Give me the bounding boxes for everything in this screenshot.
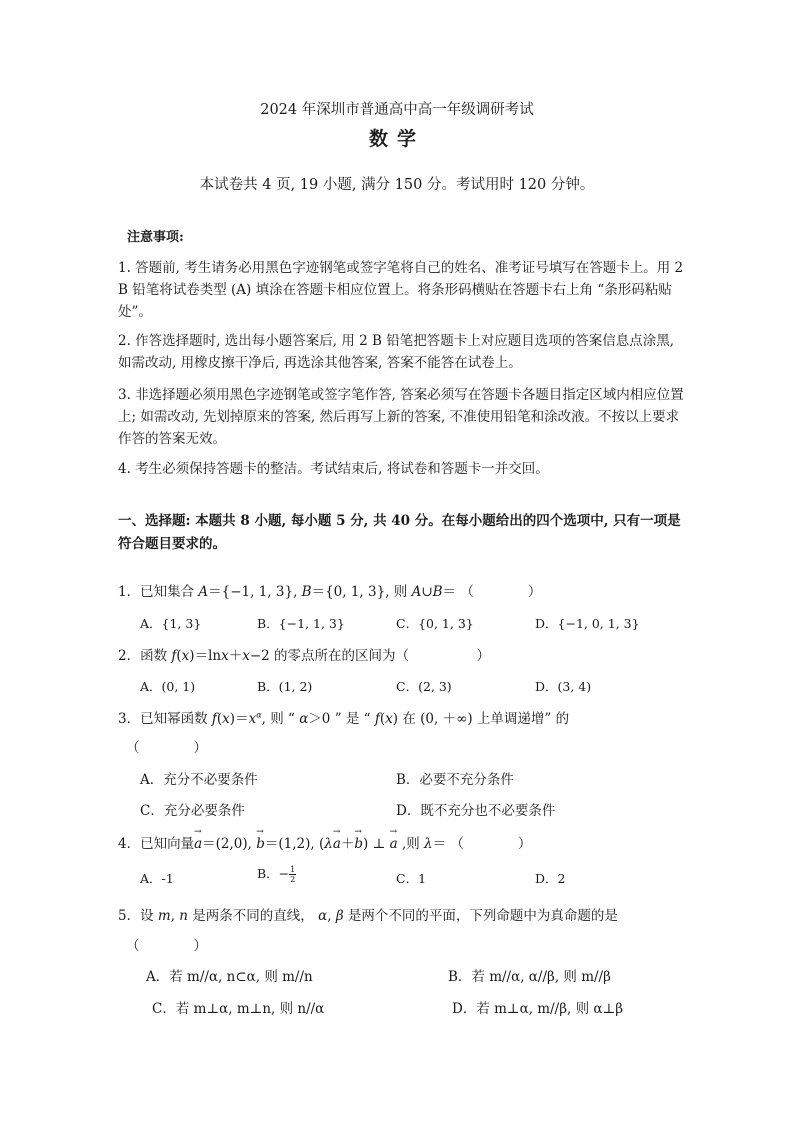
question-3-option-a: A．充分不必要条件 [140, 772, 258, 788]
question-4-stem: 4．已知向量→ a＝(2,0), → b＝(1,2), (λ→ a＋→ b) ⊥ → a ,则 λ＝ （ ） [118, 832, 531, 852]
section-heading: 一、选择题: 本题共 8 小题, 每小题 5 分, 共 40 分。在每小题给出的四个选项中, 只有一项是符合题目要求的。 [118, 513, 681, 552]
question-5-option-c: C．若 m⊥α, m⊥n, 则 n//α [152, 1001, 325, 1017]
question-5-stem: 5．设 m, n 是两条不同的直线， α, β 是两个不同的平面，下列命题中为真命题的是 [118, 908, 618, 924]
question-1-option-d: D．{−1, 0, 1, 3} [535, 616, 640, 631]
exam-info: 本试卷共 4 页, 19 小题, 满分 150 分。考试用时 120 分钟。 [199, 177, 595, 193]
question-4-option-a: A．-1 [140, 871, 174, 886]
note-item-1: 1. 答题前, 考生请务必用黑色字迹钢笔或签字笔将自己的姓名、准考证号填写在答题卡上。用 2 B 铅笔将试卷类型 (A) 填涂在答题卡相应位置上。将条形码横贴在答题卡右上角 “条形码粘贴处”。 [118, 260, 684, 320]
question-1-option-c: C．{0, 1, 3} [396, 616, 474, 631]
question-4-option-c: C．1 [396, 871, 427, 886]
question-3-answer-blank: （ ） [126, 740, 207, 756]
question-2-option-b: B．(1, 2) [257, 679, 313, 694]
question-2-option-d: D．(3, 4) [535, 679, 592, 694]
notes-title: 注意事项: [127, 230, 184, 245]
question-3-option-b: B．必要不充分条件 [396, 772, 514, 788]
question-2-stem: 2．函数 f(x)＝lnx＋x−2 的零点所在的区间为（ ） [118, 648, 491, 664]
question-5-answer-blank: （ ） [126, 938, 207, 954]
question-1-option-b: B．{−1, 1, 3} [257, 616, 345, 631]
exam-title: 2024 年深圳市普通高中高一年级调研考试 [260, 102, 534, 118]
question-4-option-d: D．2 [535, 871, 566, 886]
question-3-stem: 3．已知幂函数 $f(x)=x^\alpha$, 则 “ α＞0 ” 是 “ f(x) 在 (0, ＋∞) 上单调递增” 的 [118, 710, 570, 727]
question-3-option-c: C．充分必要条件 [140, 803, 245, 819]
question-5-option-d: D．若 m⊥α, m//β, 则 α⊥β [452, 1001, 624, 1017]
subject-title: 数学 [368, 128, 425, 150]
question-4-option-b: B．− $\frac{1}{2}$ [257, 865, 296, 884]
question-2-option-c: C．(2, 3) [396, 679, 452, 694]
question-1-option-a: A．{1, 3} [140, 616, 202, 631]
question-3-option-d: D．既不充分也不必要条件 [396, 803, 556, 819]
note-item-2: 2. 作答选择题时, 选出每小题答案后, 用 2 B 铅笔把答题卡上对应题目选项的答案信息点涂黑, 如需改动, 用橡皮擦干净后, 再选涂其他答案, 答案不能答在试卷上。 [118, 333, 675, 371]
question-5-option-a: A．若 m//α, n⊂α, 则 m//n [146, 969, 313, 985]
question-1-stem: 1．已知集合 A＝{−1, 1, 3}, B＝{0, 1, 3}, 则 A∪B＝ （ ） [118, 584, 542, 600]
question-2-option-a: A．(0, 1) [140, 679, 196, 694]
question-5-option-b: B．若 m//α, α//β, 则 m//β [448, 969, 611, 985]
note-item-4: 4. 考生必须保持答题卡的整洁。考试结束后, 将试卷和答题卡一并交回。 [118, 461, 549, 477]
note-item-3: 3. 非选择题必须用黑色字迹钢笔或签字笔作答, 答案必须写在答题卡各题目指定区域内相应位置上; 如需改动, 先划掉原来的答案, 然后再写上新的答案, 不准使用铅笔和涂改液。不按以上要求作答的答案无效。 [118, 387, 684, 447]
fraction-one-half: $\frac{1}{2}$ [290, 865, 296, 884]
